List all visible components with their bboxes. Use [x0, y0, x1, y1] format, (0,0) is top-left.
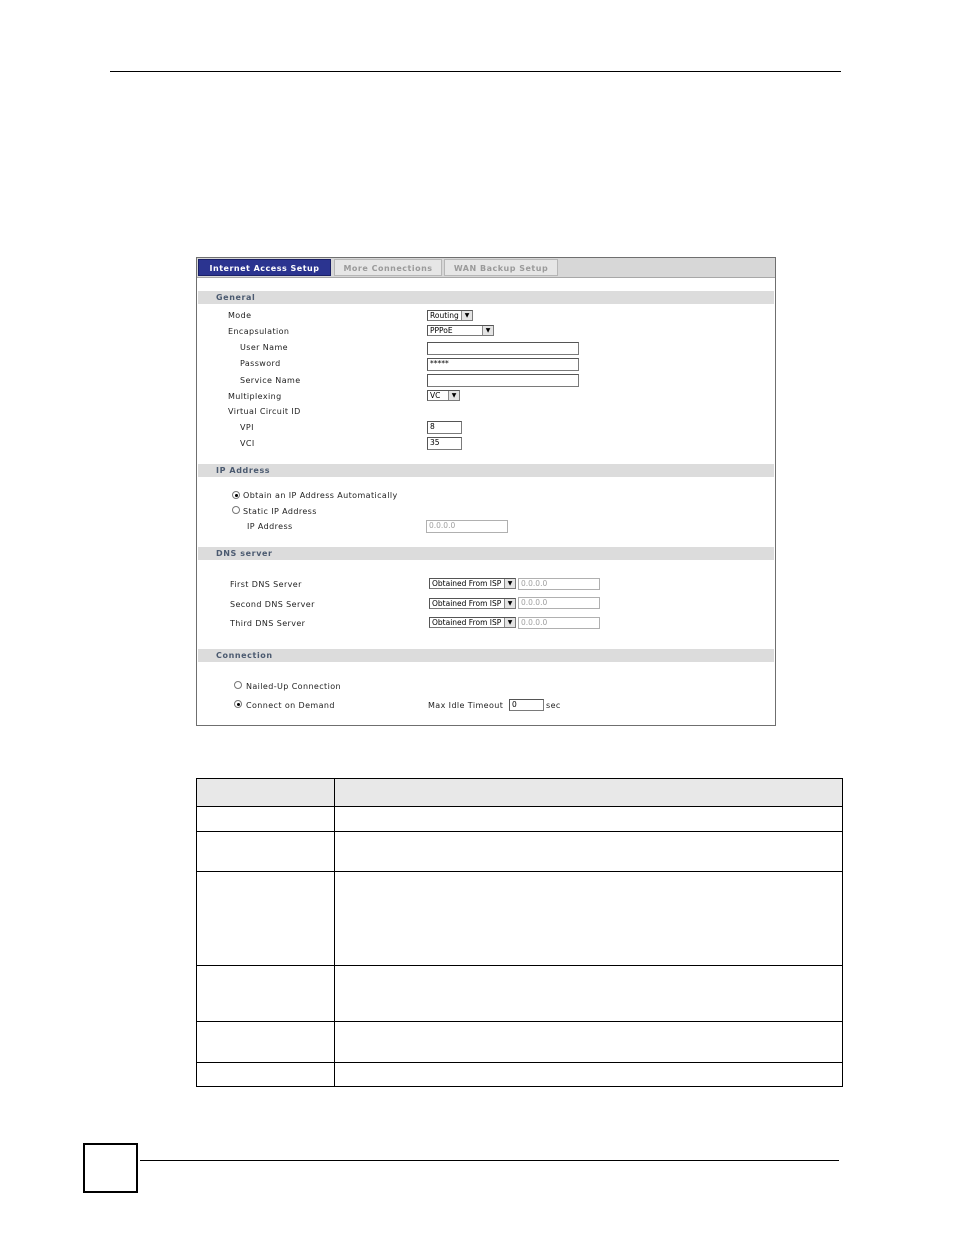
triangle-down-icon: ▼ — [504, 618, 515, 627]
triangle-down-icon: ▼ — [504, 599, 515, 608]
table-cell — [335, 807, 843, 832]
password-input[interactable]: ***** — [427, 358, 579, 371]
table-cell — [197, 872, 335, 966]
ip-address-input[interactable]: 0.0.0.0 — [426, 520, 508, 533]
max-idle-timeout-label: Max Idle Timeout — [428, 701, 504, 710]
connect-on-demand-label: Connect on Demand — [246, 701, 335, 710]
table-row — [197, 807, 843, 832]
static-ip-label: Static IP Address — [243, 507, 317, 516]
internet-access-screen — [196, 257, 776, 726]
second-dns-label: Second DNS Server — [230, 600, 315, 609]
second-dns-mode-value: Obtained From ISP — [432, 599, 502, 608]
footer-rule — [140, 1160, 839, 1161]
user-name-input[interactable] — [427, 342, 579, 355]
page-number-box — [83, 1143, 138, 1193]
first-dns-label: First DNS Server — [230, 580, 302, 589]
table-cell — [335, 966, 843, 1022]
table-row — [197, 872, 843, 966]
second-dns-ip-input[interactable]: 0.0.0.0 — [518, 597, 600, 609]
table-header-row — [197, 779, 843, 807]
third-dns-label: Third DNS Server — [230, 619, 306, 628]
second-dns-mode-select[interactable] — [429, 598, 516, 609]
mode-label: Mode — [228, 311, 252, 320]
section-connection: Connection — [198, 649, 774, 662]
section-general: General — [198, 291, 774, 304]
first-dns-ip-input[interactable]: 0.0.0.0 — [518, 578, 600, 590]
table-cell — [197, 832, 335, 872]
section-ip-address: IP Address — [198, 464, 774, 477]
table-cell — [335, 872, 843, 966]
obtain-ip-radio[interactable] — [232, 491, 240, 499]
virtual-circuit-label: Virtual Circuit ID — [228, 407, 301, 416]
encapsulation-select[interactable] — [427, 325, 494, 336]
table-header-cell — [335, 779, 843, 807]
tab-bar — [197, 258, 775, 278]
mode-value: Routing — [430, 311, 459, 320]
table-row — [197, 1022, 843, 1063]
vci-label: VCI — [240, 439, 255, 448]
multiplexing-select[interactable] — [427, 390, 460, 401]
first-dns-mode-value: Obtained From ISP — [432, 579, 502, 588]
third-dns-ip-input[interactable]: 0.0.0.0 — [518, 617, 600, 629]
mode-select[interactable] — [427, 310, 473, 321]
third-dns-mode-value: Obtained From ISP — [432, 618, 502, 627]
triangle-down-icon: ▼ — [504, 579, 515, 588]
max-idle-timeout-input[interactable]: 0 — [509, 699, 544, 711]
table-row — [197, 966, 843, 1022]
table-cell — [335, 832, 843, 872]
triangle-down-icon: ▼ — [461, 311, 472, 320]
field-description-table — [196, 778, 843, 1087]
encapsulation-value: PPPoE — [430, 326, 453, 335]
tab-wan-backup-setup[interactable]: WAN Backup Setup — [444, 259, 558, 276]
table-cell — [197, 966, 335, 1022]
header-rule — [110, 71, 841, 72]
vpi-label: VPI — [240, 423, 254, 432]
first-dns-mode-select[interactable] — [429, 578, 516, 589]
triangle-down-icon: ▼ — [482, 326, 493, 335]
user-name-label: User Name — [240, 343, 288, 352]
table-cell — [197, 1022, 335, 1063]
tab-internet-access-setup[interactable]: Internet Access Setup — [198, 259, 331, 276]
table-cell — [197, 1063, 335, 1087]
vpi-input[interactable]: 8 — [427, 421, 462, 434]
max-idle-unit: sec — [546, 701, 561, 710]
table-cell — [197, 807, 335, 832]
vci-input[interactable]: 35 — [427, 437, 462, 450]
table-cell — [335, 1063, 843, 1087]
table-cell — [335, 1022, 843, 1063]
static-ip-radio[interactable] — [232, 506, 240, 514]
triangle-down-icon: ▼ — [448, 391, 459, 400]
service-name-input[interactable] — [427, 374, 579, 387]
service-name-label: Service Name — [240, 376, 301, 385]
multiplexing-value: VC — [430, 391, 441, 400]
password-label: Password — [240, 359, 281, 368]
encapsulation-label: Encapsulation — [228, 327, 290, 336]
table-header-cell — [197, 779, 335, 807]
table-row — [197, 1063, 843, 1087]
ip-address-label: IP Address — [247, 522, 293, 531]
section-dns-server: DNS server — [198, 547, 774, 560]
nailed-up-label: Nailed-Up Connection — [246, 682, 341, 691]
table-row — [197, 832, 843, 872]
connect-on-demand-radio[interactable] — [234, 700, 242, 708]
obtain-ip-label: Obtain an IP Address Automatically — [243, 491, 398, 500]
tab-more-connections[interactable]: More Connections — [334, 259, 442, 276]
multiplexing-label: Multiplexing — [228, 392, 282, 401]
third-dns-mode-select[interactable] — [429, 617, 516, 628]
nailed-up-radio[interactable] — [234, 681, 242, 689]
